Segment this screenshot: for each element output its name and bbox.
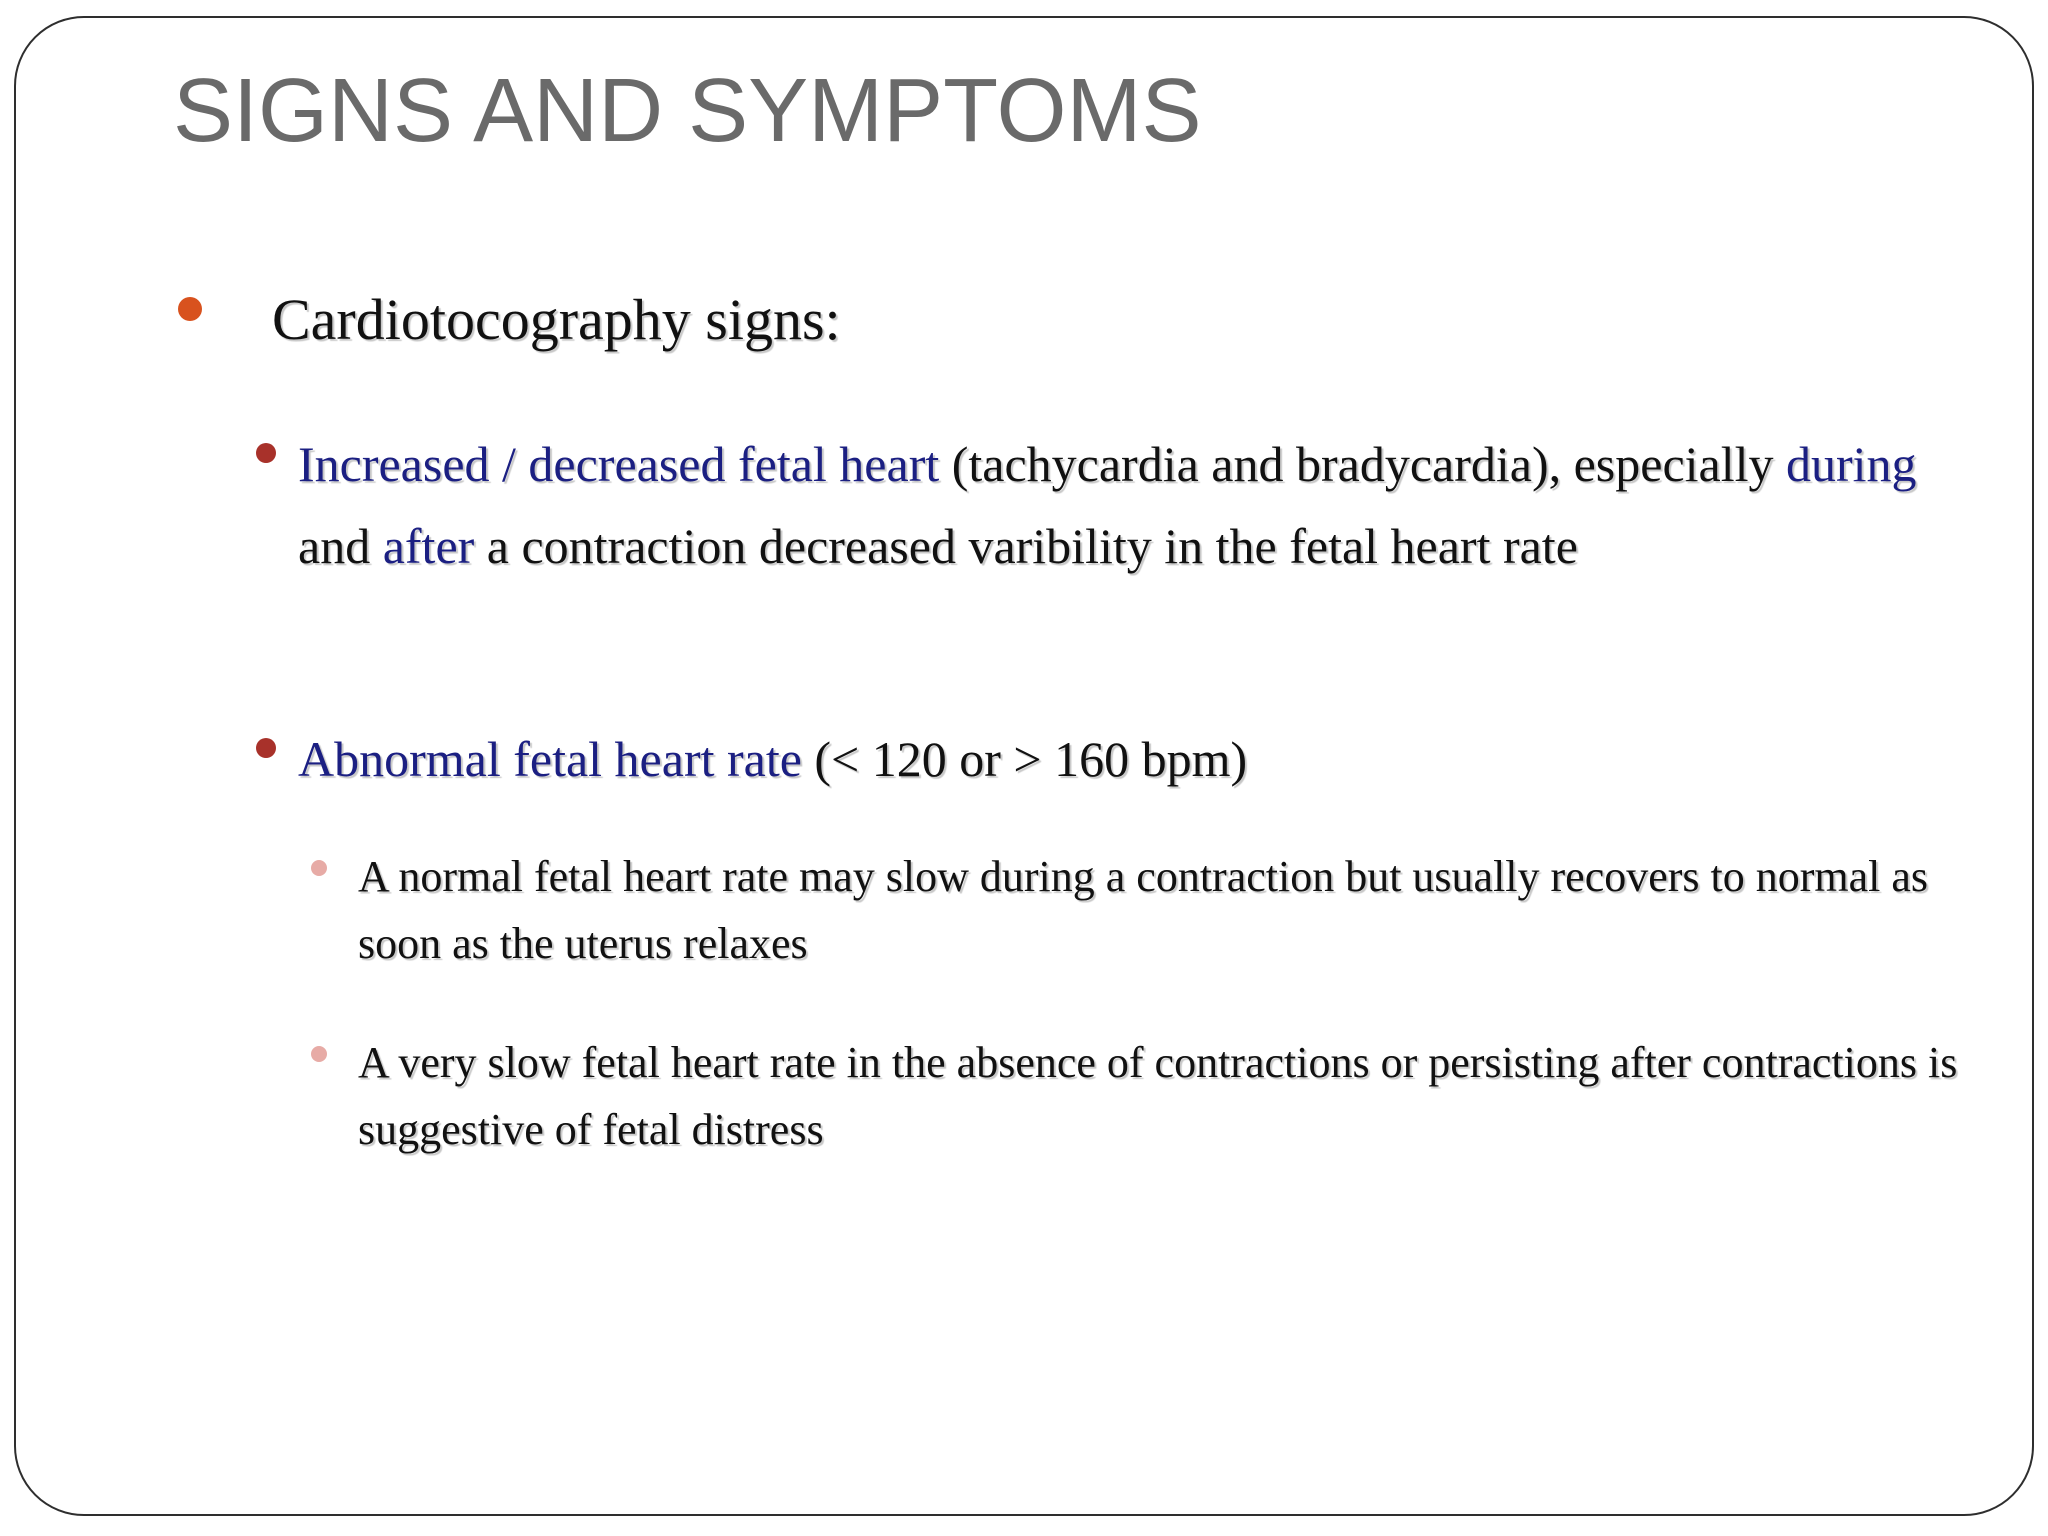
sub-bullet-slow-rate: A very slow fetal heart rate in the absence of contractions or persisting after contractions is suggestive of fetal distress bbox=[358, 1038, 1958, 1154]
bullet-dot-icon bbox=[256, 738, 276, 758]
bullet-dot-icon bbox=[311, 860, 327, 876]
sub-bullet-normal-rate: A normal fetal heart rate may slow during a contraction but usually recovers to normal as soon as the uterus relaxes bbox=[358, 852, 1929, 968]
body-text: and bbox=[298, 518, 383, 574]
body-text: (tachycardia and bradycardia), especially bbox=[939, 436, 1787, 492]
body-text: (< 120 or > 160 bpm) bbox=[801, 731, 1248, 787]
highlight-text: during bbox=[1786, 436, 1917, 492]
highlight-text: Abnormal fetal heart rate bbox=[298, 731, 802, 787]
highlight-text: Increased / decreased fetal heart bbox=[298, 436, 940, 492]
main-bullet-text: Cardiotocography signs: bbox=[272, 287, 841, 352]
bullet-abnormal-heart-rate bbox=[298, 718, 1247, 800]
bullet-dot-icon bbox=[256, 443, 276, 463]
bullet-fetal-heart-change bbox=[298, 423, 1998, 587]
bullet-dot-icon bbox=[178, 297, 202, 321]
slide-title: SIGNS AND SYMPTOMS bbox=[173, 61, 1202, 161]
body-text: a contraction decreased varibility in the fetal heart rate bbox=[474, 518, 1578, 574]
highlight-text: after bbox=[382, 518, 475, 574]
bullet-dot-icon bbox=[311, 1046, 327, 1062]
